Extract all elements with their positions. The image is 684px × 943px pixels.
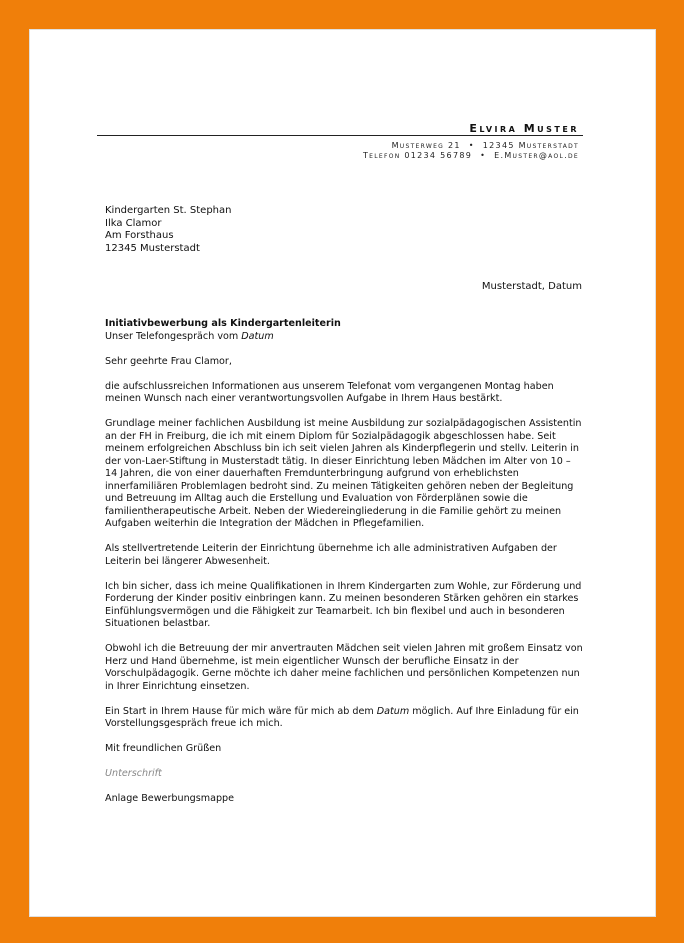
- reference-date: Datum: [241, 330, 274, 342]
- recipient-address: [105, 205, 231, 255]
- sender-address: [392, 141, 579, 150]
- paragraph: Obwohl ich die Betreuung der mir anvertrauten Mädchen seit vielen Jahren mit großem Einsatz von Herz und Hand übernehme, ist mein eigentlicher Wunsch der berufliche Einsatz in der Vorschulpädagogik. Gerne möchte ich daher meine fachlichen und persönlichen Kompetenzen nun in Ihrer Einrichtung einsetzen.: [105, 643, 583, 692]
- closing-text-end: möglich. Auf Ihre Einladung für ein Vorstellungsgespräch freue ich mich.: [105, 705, 579, 729]
- recipient-line: Kindergarten St. Stephan: [105, 205, 232, 216]
- recipient-line: 12345 Musterstadt: [105, 242, 200, 254]
- enclosure: Anlage Bewerbungsmappe: [105, 793, 235, 804]
- closing-date: Datum: [376, 705, 410, 717]
- subject-line: Initiativbewerbung als Kindergartenleiterin: [105, 318, 341, 329]
- paragraph: die aufschlussreichen Informationen aus unserem Telefonat vom vergangenen Montag haben meinen Wunsch nach einer verantwortungsvollen Aufgabe in Ihrem Haus bestärkt.: [105, 380, 554, 404]
- paragraph: Ich bin sicher, dass ich meine Qualifikationen in Ihrem Kindergarten zum Wohle, zur Förderung und Forderung der Kinder positiv einbringen kann. Zu meinen besonderen Stärken gehören ein starkes Einfühlungsvermögen und die Fähigkeit zur Teamarbeit. Ich bin flexibel und auch in besonderen Situationen belastbar.: [105, 580, 582, 629]
- reference-line: [105, 331, 583, 344]
- sender-city: 12345 Musterstadt: [482, 141, 579, 150]
- closing-paragraph: [105, 706, 583, 731]
- recipient-line: Am Forsthaus: [105, 230, 174, 241]
- closing-text: Ein Start in Ihrem Hause für mich wäre für mich ab dem: [105, 705, 377, 717]
- sender-contact: [363, 151, 579, 160]
- letter-body: [105, 318, 583, 806]
- salutation: Sehr geehrte Frau Clamor,: [105, 355, 232, 367]
- letter-page: [29, 29, 656, 917]
- separator-dot: •: [480, 151, 487, 160]
- recipient-line: Ilka Clamor: [105, 217, 162, 229]
- sender-street: Musterweg 21: [391, 141, 461, 150]
- header-divider: [97, 135, 583, 136]
- sender-name: Elvira Muster: [469, 122, 579, 135]
- sender-email: E.Muster@aol.de: [494, 151, 579, 160]
- separator-dot: •: [468, 141, 475, 150]
- paragraph: Als stellvertretende Leiterin der Einrichtung übernehme ich alle administrativen Aufgaben der Leiterin bei längerer Abwesenheit.: [105, 543, 557, 567]
- reference-text: Unser Telefongespräch vom: [105, 330, 242, 342]
- signature-placeholder: Unterschrift: [105, 768, 162, 779]
- place-date: Musterstadt, Datum: [481, 281, 582, 292]
- greeting: Mit freundlichen Grüßen: [105, 743, 222, 754]
- paragraph: Grundlage meiner fachlichen Ausbildung ist meine Ausbildung zur sozialpädagogischen Assistentin an der FH in Freiburg, die ich mit einem Diplom für Sozialpädagogik abgeschlossen habe. Seit meinem erfolgreichen Abschluss bin ich seit vielen Jahren als Kinderpflegerin und stellv. Leiterin in der von-Laer-Stiftung in Musterstadt tätig. In dieser Einrichtung leben Mädchen im Alter von 10 – 14 Jahren, die von einer dauerhaften Fremdunterbringung aufgrund von erheblichsten innerfamiliären Problemlagen bedroht sind. Zu meinen Tätigkeiten gehören neben der Begleitung und Betreuung im Alltag auch die Erstellung und Evaluation von Förderplänen sowie die familientherapeutische Arbeit. Neben der Wiedereingliederung in die Familie gehört zu meinen Aufgaben weiterhin die Integration der Mädchen in Pflegefamilien.: [105, 418, 582, 529]
- sender-phone: Telefon 01234 56789: [362, 151, 473, 160]
